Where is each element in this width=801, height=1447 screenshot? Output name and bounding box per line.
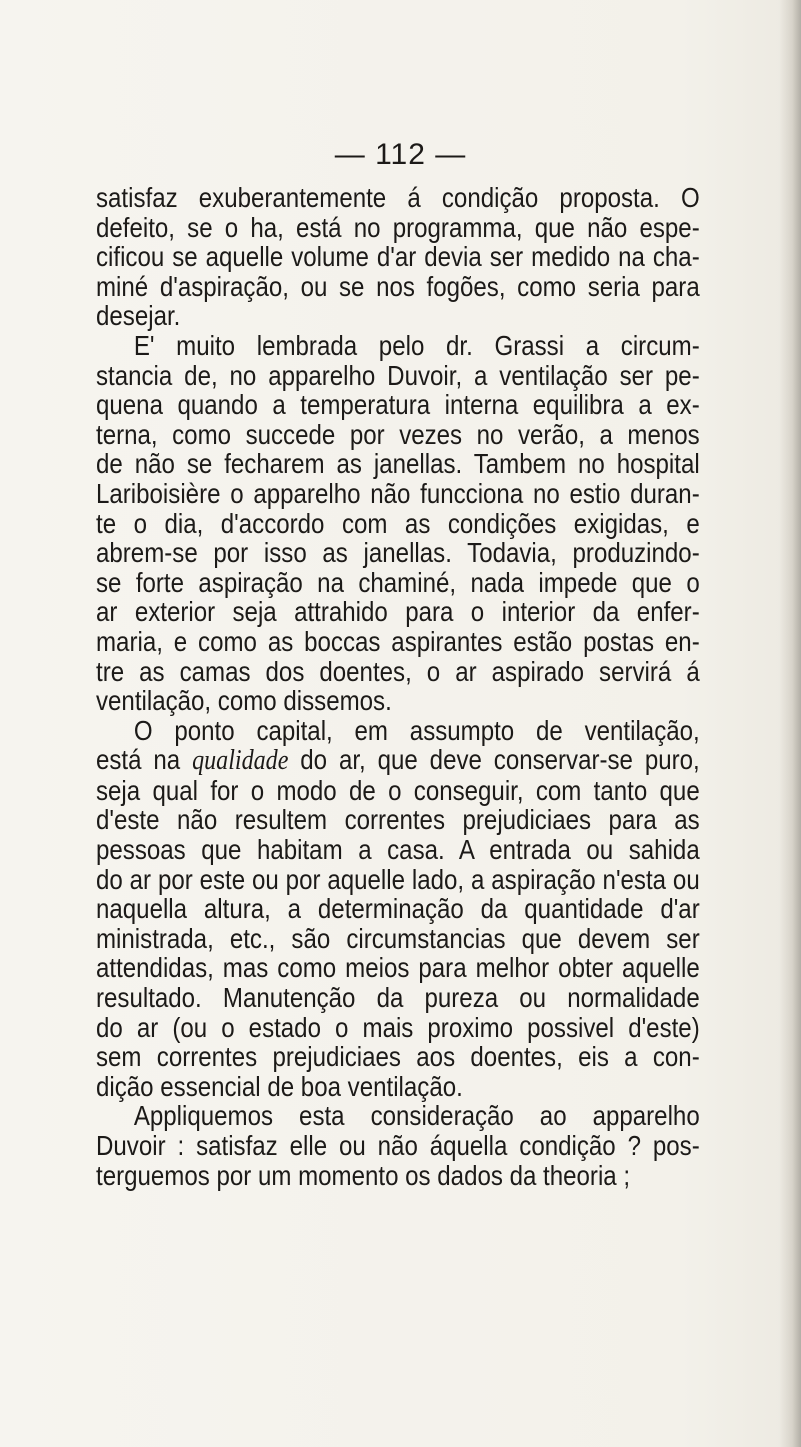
text-line: desejar. — [96, 300, 181, 332]
text-line: E' muito lembrada pelo dr. Grassi a circum- — [133, 329, 700, 361]
text-line: Lariboisière o apparelho não funcciona no estio duran- — [96, 477, 700, 509]
page-number: — 112 — — [334, 138, 467, 171]
text-line: d'este não resultem correntes prejudiciaes para as — [96, 804, 700, 836]
text-line: pessoas que habitam a casa. A entrada ou sahida — [96, 834, 700, 866]
text-line: quena quando a temperatura interna equilibra a ex- — [96, 389, 700, 421]
text-line: te o dia, d'accordo com as condições exigidas, e — [96, 507, 700, 539]
text-line: do ar por este ou por aquelle lado, a aspiração n'esta ou — [96, 863, 700, 895]
text-line: dição essencial de boa ventilação. — [96, 1070, 463, 1102]
text-line: Appliquemos esta consideração ao apparelho — [133, 1100, 700, 1132]
text-fragment: do ar, que deve conservar-se puro, — [300, 744, 700, 776]
text-line: seja qual for o modo de o conseguir, com tanto que — [96, 774, 700, 806]
text-line: Duvoir : satisfaz elle ou não áquella condição ? pos- — [96, 1130, 700, 1161]
text-line: se forte aspiração na chaminé, nada impede que o — [96, 566, 700, 598]
text-line: satisfaz exuberantemente á condição proposta. O — [96, 182, 700, 213]
text-line: tre as camas dos doentes, o ar aspirado servirá á — [96, 655, 700, 687]
text-line: defeito, se o ha, está no programma, que não espe- — [96, 211, 700, 243]
text-line: cificou se aquelle volume d'ar devia ser medido na cha- — [96, 241, 700, 273]
text-line: terna, como succede por vezes no verão, a menos — [96, 418, 700, 450]
text-line: ventilação, como dissemos. — [96, 685, 392, 717]
text-line: de não se fecharem as janellas. Tambem no hospital — [96, 448, 700, 480]
text-line: miné d'aspiração, ou se nos fogões, como seria para — [96, 270, 700, 302]
text-fragment: está na — [96, 744, 181, 776]
text-line: stancia de, no apparelho Duvoir, a ventilação ser pe- — [96, 359, 700, 391]
text-line: resultado. Manutenção da pureza ou normalidade — [96, 982, 700, 1014]
italic-term: qualidade — [192, 745, 289, 777]
text-line: do ar (ou o estado o mais proximo possivel d'este) — [96, 1011, 700, 1043]
text-line: sem correntes prejudiciaes aos doentes, eis a con- — [96, 1041, 700, 1073]
text-line: attendidas, mas como meios para melhor obter aquelle — [96, 952, 700, 984]
text-line: abrem-se por isso as janellas. Todavia, produzindo- — [96, 537, 700, 569]
body-text — [96, 182, 700, 1191]
text-line: ar exterior seja attrahido para o interior da enfer- — [96, 596, 700, 628]
text-line: maria, e como as boccas aspirantes estão postas en- — [96, 625, 700, 657]
page-edge-shadow — [779, 0, 801, 1447]
text-line: ministrada, etc., são circumstancias que devem ser — [96, 922, 700, 954]
text-line: O ponto capital, em assumpto de ventilação, — [133, 714, 700, 746]
text-line-with-italic — [96, 745, 700, 776]
text-line: terguemos por um momento os dados da theoria ; — [96, 1159, 631, 1191]
text-line: naquella altura, a determinação da quantidade d'ar — [96, 893, 700, 925]
